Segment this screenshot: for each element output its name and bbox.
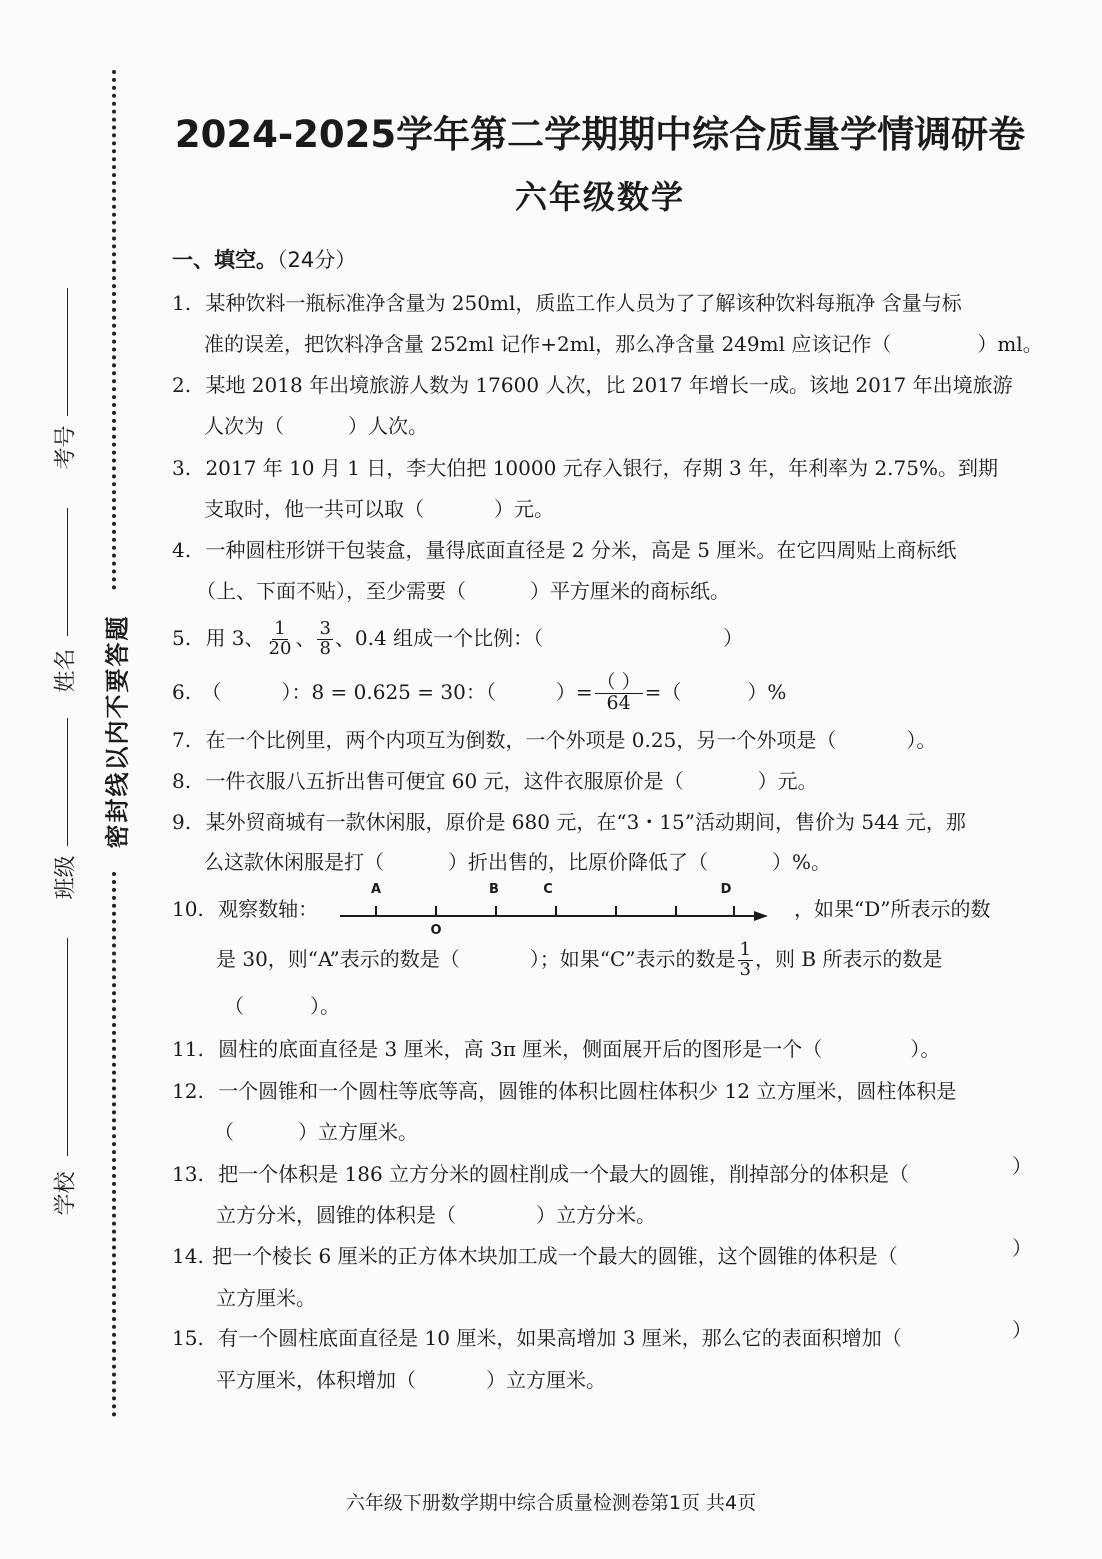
question-5 <box>172 610 743 666</box>
question-15-line2 <box>216 1364 606 1393</box>
q13-close-paren: ） <box>1012 1154 1032 1178</box>
q6-number: 6. <box>172 680 192 704</box>
q6-text-d: =（ <box>644 680 682 704</box>
question-14 <box>172 1240 898 1269</box>
question-2-line2 <box>204 410 428 439</box>
q10-text-g: ）。 <box>310 994 340 1018</box>
kaohao-line <box>67 288 68 416</box>
q1-number: 1. <box>172 291 192 315</box>
q1-line1: 某种饮料一瓶标准净含量为 250ml，质监工作人员为了了解该种饮料每瓶净 含量与标 <box>205 291 962 315</box>
q5-text-b: 、0.4 组成一个比例：（ <box>334 626 544 650</box>
xuexiao-line <box>67 938 68 1156</box>
question-3 <box>172 452 998 481</box>
question-9-line2 <box>204 846 831 875</box>
q12-number: 12. <box>172 1079 204 1103</box>
q6-fraction <box>595 673 643 714</box>
q4-line1: 一种圆柱形饼干包装盒，量得底面直径是 2 分米，高是 5 厘米。在它四周贴上商标纸 <box>205 538 957 562</box>
q7-text-end: ）。 <box>906 728 937 752</box>
q9-line2-end: ）%。 <box>772 850 832 874</box>
q5-sep: 、 <box>295 626 316 650</box>
q5-text-a: 用 3、 <box>205 626 265 650</box>
page-subtitle: 六年级数学 <box>514 178 685 216</box>
question-9 <box>172 806 966 835</box>
q7-text: 在一个比例里，两个内项互为倒数，一个外项是 0.25，另一个外项是（ <box>205 728 837 752</box>
page-title: 2024-2025学年第二学期期中综合质量学情调研卷 <box>174 113 1026 156</box>
q12-line2-end: ）立方厘米。 <box>298 1120 418 1144</box>
label-o: O <box>430 923 442 938</box>
q5-fraction-1 <box>267 620 294 659</box>
question-7 <box>172 724 936 753</box>
q13-line2: 立方分米，圆锥的体积是（ <box>216 1203 456 1227</box>
xingming-label: 姓名 <box>53 648 79 693</box>
q13-line2-end: ）立方分米。 <box>536 1203 656 1227</box>
question-6 <box>172 664 786 720</box>
question-3-line2 <box>204 493 554 522</box>
q14-line1: 把一个棱长 6 厘米的正方体木块加工成一个最大的圆锥，这个圆锥的体积是（ <box>212 1244 898 1268</box>
question-10-line2 <box>216 931 942 987</box>
q10-f-numerator: 1 <box>739 939 751 961</box>
q4-line2: （上、下面不贴），至少需要（ <box>196 579 466 603</box>
question-10-line1-end <box>794 893 990 922</box>
question-10 <box>172 893 318 922</box>
q2-number: 2. <box>172 373 192 397</box>
q3-line2: 支取时，他一共可以取（ <box>204 497 424 521</box>
question-1 <box>172 287 962 316</box>
question-1-line2 <box>204 328 1043 357</box>
q6-text-b: ）：8 = 0.625 = 30：（ <box>281 680 496 704</box>
page-footer: 六年级下册数学期中综合质量检测卷第1页 共4页 <box>345 1492 757 1514</box>
question-12 <box>172 1075 956 1104</box>
q10-text-d: ）；如果“C”表示的数是 <box>529 947 736 971</box>
q4-number: 4. <box>172 538 192 562</box>
q6-text-c: ）= <box>555 680 593 704</box>
label-c: C <box>543 882 553 897</box>
question-8 <box>172 765 818 794</box>
q8-text: 一件衣服八五折出售可便宜 60 元，这件衣服原价是（ <box>205 769 684 793</box>
q9-line1: 某外贸商城有一款休闲服，原价是 680 元，在“3・15”活动期间，售价为 544 元，那 <box>205 810 966 834</box>
q8-text-end: ）元。 <box>757 769 818 793</box>
q3-line1: 2017 年 10 月 1 日，李大伯把 10000 元存入银行，存期 3 年，年利率为 2.75%。到期 <box>205 456 998 480</box>
label-d: D <box>720 882 732 897</box>
section-score: （24分） <box>277 248 357 272</box>
xuexiao-label: 学校 <box>53 1171 79 1216</box>
seal-dotted-line-top <box>112 70 116 590</box>
q3-number: 3. <box>172 456 192 480</box>
q10-text-b: ，如果“D”所表示的数 <box>794 897 991 921</box>
q12-line1: 一个圆锥和一个圆柱等底等高，圆锥的体积比圆柱体积少 12 立方厘米，圆柱体积是 <box>218 1079 957 1103</box>
question-2 <box>172 369 1013 398</box>
q11-text: 圆柱的底面直径是 3 厘米，高 3π 厘米，侧面展开后的图形是一个（ <box>218 1037 823 1061</box>
question-14-line2 <box>216 1282 316 1311</box>
banji-line <box>67 718 68 846</box>
q4-line2-end: ）平方厘米的商标纸。 <box>530 579 730 603</box>
question-13-line2 <box>216 1199 656 1228</box>
q6-f-denominator: 64 <box>606 692 631 714</box>
q14-line2: 立方厘米。 <box>216 1286 316 1310</box>
q15-line2: 平方厘米，体积增加（ <box>216 1368 416 1392</box>
kaohao-label: 考号 <box>53 425 79 470</box>
question-4 <box>172 534 956 563</box>
q13-line1: 把一个体积是 186 立方分米的圆柱削成一个最大的圆锥，削掉部分的体积是（ <box>218 1162 910 1186</box>
q1-line2: 准的误差，把饮料净含量 252ml 记作+2ml，那么净含量 249ml 应该记作（ <box>204 332 892 356</box>
q5-f1-numerator: 1 <box>274 618 286 640</box>
q10-fraction <box>738 941 753 980</box>
q5-text-c: ） <box>723 626 744 650</box>
q8-number: 8. <box>172 769 192 793</box>
q10-f-denominator: 3 <box>739 959 751 980</box>
section-title: 一、填空。 <box>172 248 277 272</box>
question-15 <box>172 1322 902 1351</box>
q9-line2: 么这款休闲服是打（ <box>204 850 384 874</box>
q10-text-a: 观察数轴： <box>218 897 319 921</box>
q2-line1: 某地 2018 年出境旅游人数为 17600 人次，比 2017 年增长一成。该地 2017 年出境旅游 <box>205 373 1013 397</box>
label-a: A <box>370 882 382 897</box>
q5-f2-numerator: 3 <box>319 618 331 640</box>
q10-text-f: （ <box>224 994 244 1018</box>
q10-number: 10. <box>172 897 204 921</box>
q15-line2-end: ）立方厘米。 <box>486 1368 606 1392</box>
seal-text: 密封线以内不要答题 <box>103 614 132 849</box>
q5-number: 5. <box>172 626 192 650</box>
q11-number: 11. <box>172 1037 204 1061</box>
q5-f1-denominator: 20 <box>268 638 292 659</box>
q6-f-numerator[interactable]: （ ） <box>596 671 641 694</box>
q11-text-end: ）。 <box>910 1037 941 1061</box>
q6-text-e: ）% <box>747 680 787 704</box>
banji-label: 班级 <box>53 855 79 900</box>
q10-text-c: 是 30，则“A”表示的数是（ <box>216 947 460 971</box>
q2-line2: 人次为（ <box>204 414 284 438</box>
label-b: B <box>489 882 499 897</box>
q9-number: 9. <box>172 810 192 834</box>
q15-number: 15. <box>172 1326 204 1350</box>
q15-close-paren: ） <box>1012 1318 1032 1342</box>
q5-fraction-2 <box>317 620 332 659</box>
q14-close-paren: ） <box>1012 1236 1032 1260</box>
q10-text-e: ，则 B 所表示的数是 <box>754 947 943 971</box>
question-12-line2 <box>214 1116 418 1145</box>
section-heading <box>172 244 356 274</box>
q14-number: 14. <box>172 1244 204 1268</box>
q13-number: 13. <box>172 1162 204 1186</box>
q3-line2-end: ）元。 <box>494 497 554 521</box>
q2-line2-end: ）人次。 <box>348 414 428 438</box>
q6-text-a: （ <box>201 680 222 704</box>
question-11 <box>172 1033 940 1062</box>
question-4-line2 <box>196 575 730 604</box>
q15-line1: 有一个圆柱底面直径是 10 厘米，如果高增加 3 厘米，那么它的表面积增加（ <box>218 1326 902 1350</box>
question-10-line3 <box>224 990 340 1019</box>
q9-line2-mid: ）折出售的，比原价降低了（ <box>448 850 708 874</box>
seal-dotted-line-bottom <box>112 872 116 1417</box>
q1-line2-end: ）ml。 <box>977 332 1043 356</box>
question-13 <box>172 1158 909 1187</box>
xingming-line <box>67 508 68 636</box>
q7-number: 7. <box>172 728 192 752</box>
q5-f2-denominator: 8 <box>319 638 331 659</box>
number-line-arrow <box>754 911 768 921</box>
q12-line2: （ <box>214 1120 234 1144</box>
